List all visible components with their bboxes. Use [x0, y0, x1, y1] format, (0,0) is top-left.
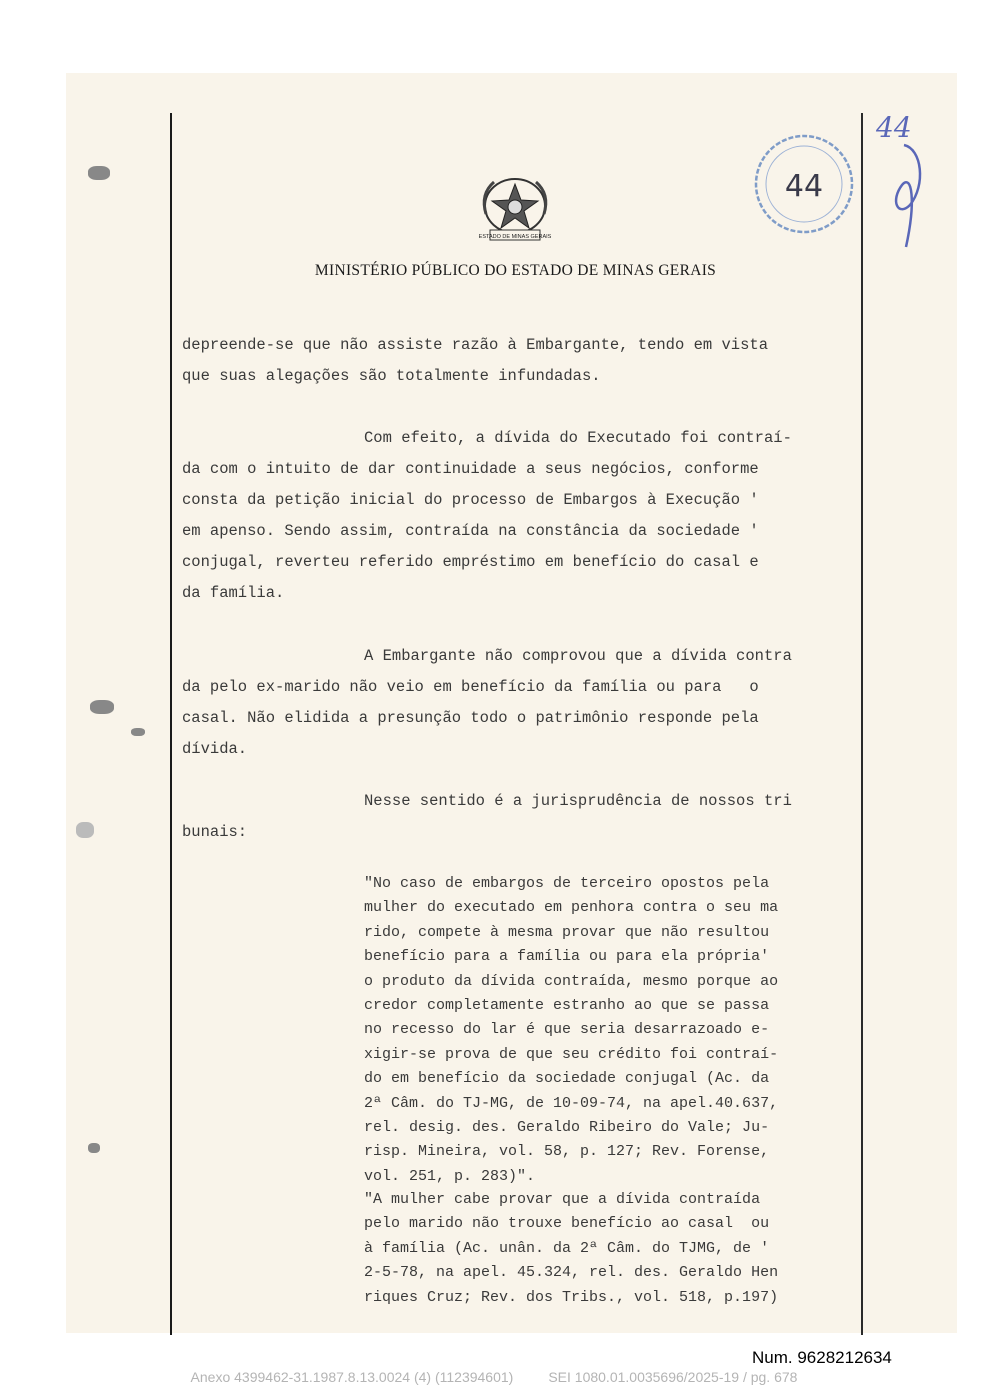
- seal-text: ESTADO DE MINAS GERAIS: [478, 234, 552, 240]
- left-margin-line: [170, 113, 172, 1335]
- text-line: benefício para a família ou para ela própria': [364, 948, 770, 966]
- protocol-stamp: [752, 132, 856, 236]
- paragraph: [182, 786, 872, 848]
- text-line: "A mulher cabe provar que a dívida contraída: [364, 1191, 761, 1208]
- text-line: riques Cruz; Rev. dos Tribs., vol. 518, p.197): [364, 1288, 779, 1306]
- text-line: credor completamente estranho ao que se passa: [364, 996, 770, 1014]
- text-line: conjugal, reverteu referido empréstimo em benefício do casal e: [182, 553, 759, 571]
- folio-number: 44: [876, 111, 912, 144]
- document-number: Num. 9628212634: [752, 1348, 892, 1367]
- text-line: A Embargante não comprovou que a dívida contra: [364, 647, 792, 665]
- speck-mark: [88, 166, 110, 180]
- text-line: casal. Não elidida a presunção todo o patrimônio responde pela: [182, 709, 759, 727]
- text-line: xigir-se prova de que seu crédito foi contraí-: [364, 1045, 779, 1063]
- text-line: da com o intuito de dar continuidade a seus negócios, conforme: [182, 460, 759, 478]
- paragraph: [182, 330, 872, 392]
- stamp-number: 44: [784, 169, 824, 204]
- text-line: rel. desig. des. Geraldo Ribeiro do Vale; Ju-: [364, 1118, 770, 1136]
- jurisprudence-quote: [364, 872, 864, 1189]
- text-line: bunais:: [182, 823, 248, 841]
- text-line: vol. 251, p. 283)".: [364, 1167, 536, 1185]
- text-line: mulher do executado em penhora contra o seu ma: [364, 899, 779, 917]
- text-line: 2ª Câm. do TJ-MG, de 10-09-74, na apel.40.637,: [364, 1094, 779, 1112]
- text-line: depreende-se que não assiste razão à Embargante, tendo em vista: [182, 336, 768, 354]
- text-line: no recesso do lar é que seria desarrazoado e-: [364, 1021, 770, 1039]
- text-line: risp. Mineira, vol. 58, p. 127; Rev. Forense,: [364, 1143, 770, 1161]
- text-line: dívida.: [182, 740, 248, 758]
- text-line: em apenso. Sendo assim, contraída na constância da sociedade ': [182, 522, 759, 540]
- body-text: [182, 330, 872, 848]
- speck-mark: [90, 700, 114, 714]
- speck-mark: [131, 728, 145, 736]
- text-line: "No caso de embargos de terceiro opostos pela: [364, 875, 770, 892]
- handwritten-folio: [868, 105, 938, 255]
- jurisprudence-quote: [364, 1188, 864, 1310]
- speck-mark: [88, 1143, 100, 1153]
- text-line: o produto da dívida contraída, mesmo porque ao: [364, 972, 779, 990]
- text-line: do em benefício da sociedade conjugal (Ac. da: [364, 1070, 770, 1088]
- text-line: pelo marido não trouxe benefício ao casal ou: [364, 1215, 770, 1233]
- text-line: Nesse sentido é a jurisprudência de nossos tri: [364, 792, 792, 810]
- text-line: Com efeito, a dívida do Executado foi contraí-: [364, 429, 792, 447]
- text-line: que suas alegações são totalmente infundadas.: [182, 367, 601, 385]
- text-line: rido, compete à mesma provar que não resultou: [364, 923, 770, 941]
- footer-reference: Anexo 4399462-31.1987.8.13.0024 (4) (112394601) SEI 1080.01.0035696/2025-19 / pg. 678: [190, 1369, 798, 1385]
- text-line: da família.: [182, 584, 285, 602]
- paragraph: [182, 641, 872, 765]
- text-line: à família (Ac. unân. da 2ª Câm. do TJMG, de ': [364, 1239, 770, 1257]
- page-header-title: MINISTÉRIO PÚBLICO DO ESTADO DE MINAS GERAIS: [314, 262, 717, 279]
- text-line: 2-5-78, na apel. 45.324, rel. des. Geraldo Hen: [364, 1264, 779, 1282]
- paragraph: [182, 423, 872, 609]
- text-line: da pelo ex-marido não veio em benefício da família ou para o: [182, 678, 759, 696]
- coat-of-arms-seal: [476, 174, 554, 244]
- speck-mark: [76, 822, 94, 838]
- signature-icon: [896, 145, 920, 247]
- text-line: consta da petição inicial do processo de Embargos à Execução ': [182, 491, 759, 509]
